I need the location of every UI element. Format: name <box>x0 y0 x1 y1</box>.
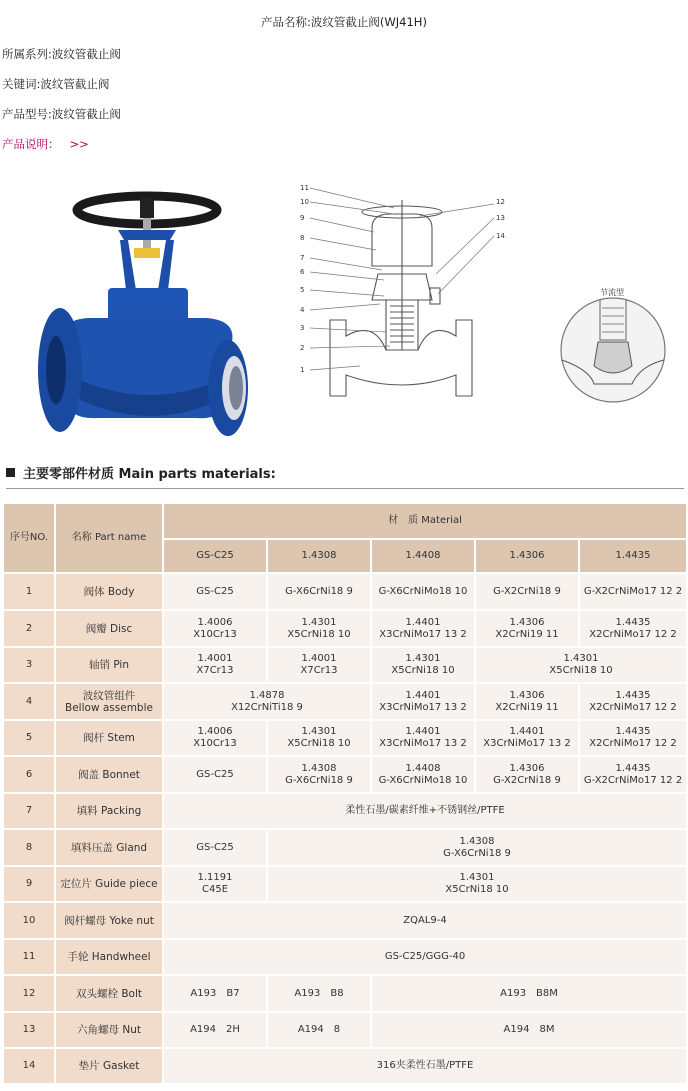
material-value: GS-C25/GGG-40 <box>384 951 466 962</box>
material-value: G-X6CrNiMo18 10 <box>378 585 468 597</box>
row-number: 6 <box>3 756 55 793</box>
material-cell <box>475 720 579 756</box>
material-value: 1.4435 <box>615 689 651 701</box>
row-number: 4 <box>3 683 55 720</box>
part-name-text: 手轮 Handwheel <box>67 951 151 963</box>
svg-text:12: 12 <box>496 198 505 206</box>
header-no: 序号NO. <box>3 503 55 573</box>
row-number: 1 <box>3 573 55 610</box>
material-value: X12CrNiTi18 9 <box>231 701 303 713</box>
material-cell <box>579 610 687 647</box>
material-value: X2CrNi19 11 <box>495 628 559 640</box>
svg-text:13: 13 <box>496 214 505 222</box>
table-row <box>3 1048 687 1084</box>
part-name-text: 阀杆螺母 Yoke nut <box>64 914 154 927</box>
grade-gs-c25: GS-C25 <box>163 539 267 573</box>
material-cell <box>267 573 371 610</box>
row-number: 12 <box>3 975 55 1012</box>
material-cell <box>267 975 371 1012</box>
row-number: 11 <box>3 939 55 975</box>
part-name <box>55 793 163 829</box>
material-value: X10Cr13 <box>193 628 237 640</box>
row-number: 5 <box>3 720 55 756</box>
part-name <box>55 866 163 902</box>
material-value: 1.4308 <box>459 835 495 847</box>
material-value: 1.4001 <box>301 653 337 664</box>
table-row <box>3 939 687 975</box>
material-value: 1.4306 <box>509 762 545 774</box>
material-value: 1.4878 <box>249 689 285 701</box>
materials-table <box>2 502 688 1085</box>
material-value: 1.4435 <box>615 616 651 628</box>
header-part-name: 名称 Part name <box>55 503 163 573</box>
table-row <box>3 975 687 1012</box>
material-value: A194 8 <box>297 1024 341 1035</box>
part-name <box>55 720 163 756</box>
material-cell <box>267 720 371 756</box>
grade-1-4308: 1.4308 <box>267 539 371 573</box>
material-cell <box>475 756 579 793</box>
material-cell <box>163 793 687 829</box>
material-value: G-X6CrNi18 9 <box>443 847 511 859</box>
material-value: 1.4401 <box>405 616 441 628</box>
part-name-text: 双头螺栓 Bolt <box>76 987 142 1000</box>
part-name <box>55 1048 163 1084</box>
material-value: G-X2CrNiMo17 12 2 <box>583 774 683 786</box>
material-value: G-X2CrNi18 9 <box>493 585 561 597</box>
material-value: A193 B7 <box>190 987 240 999</box>
material-value: X5CrNi18 10 <box>287 628 351 640</box>
material-cell <box>163 756 267 793</box>
material-cell <box>163 866 267 902</box>
material-value: X5CrNi18 10 <box>391 665 455 676</box>
material-value: X3CrNiMo17 13 2 <box>379 738 467 749</box>
sectional-drawing <box>300 184 505 396</box>
material-value: X3CrNiMo17 13 2 <box>379 628 467 640</box>
material-value: 1.4006 <box>197 616 233 628</box>
material-cell <box>163 975 267 1012</box>
part-name <box>55 829 163 866</box>
part-name-text: 阀杆 Stem <box>83 732 135 744</box>
part-name-text: 阀盖 Bonnet <box>78 768 140 781</box>
part-name-text: 阀体 Body <box>83 585 135 598</box>
table-header-row <box>3 503 687 539</box>
section-title-text: 主要零部件材质 Main parts materials: <box>23 467 276 482</box>
material-cell <box>267 610 371 647</box>
material-value: A194 8M <box>503 1024 555 1035</box>
part-name-text: 阀瓣 Disc <box>85 622 133 635</box>
svg-text:9: 9 <box>300 214 305 222</box>
svg-text:3: 3 <box>300 324 305 332</box>
material-value: X7Cr13 <box>300 665 338 676</box>
svg-text:14: 14 <box>496 232 505 240</box>
row-number: 10 <box>3 902 55 939</box>
material-value: 316夹柔性石墨/PTFE <box>376 1060 474 1071</box>
part-name-text: 填料压盖 Gland <box>70 841 148 854</box>
part-name <box>55 939 163 975</box>
material-value: A194 2H <box>190 1024 240 1035</box>
material-value: GS-C25 <box>196 585 234 597</box>
material-cell <box>579 756 687 793</box>
svg-text:11: 11 <box>300 184 309 192</box>
part-name <box>55 756 163 793</box>
material-cell <box>267 829 687 866</box>
material-value: A193 B8 <box>294 987 344 999</box>
material-value: G-X6CrNi18 9 <box>285 774 353 786</box>
part-name <box>55 902 163 939</box>
material-value: 1.4408 <box>405 762 441 774</box>
material-cell <box>371 610 475 647</box>
section-divider <box>6 488 684 489</box>
material-value: 柔性石墨/碳素纤维+不锈钢丝/PTFE <box>345 805 505 816</box>
material-value: 1.4401 <box>405 726 441 737</box>
material-value: G-X2CrNi18 9 <box>493 774 561 786</box>
svg-text:8: 8 <box>300 234 305 242</box>
part-name-text: 定位片 Guide piece <box>60 878 158 890</box>
material-value: ZQAL9-4 <box>403 914 447 926</box>
material-value: A193 B8M <box>500 987 558 999</box>
table-row <box>3 610 687 647</box>
part-name-text: 波纹管组件 <box>82 689 136 702</box>
material-cell <box>371 1012 687 1048</box>
part-name-text: 六角螺母 Nut <box>77 1024 141 1036</box>
material-cell <box>163 720 267 756</box>
row-number: 13 <box>3 1012 55 1048</box>
material-value: 1.4301 <box>405 653 441 664</box>
material-value: 1.4435 <box>615 762 651 774</box>
material-value: 1.1191 <box>197 872 233 883</box>
square-bullet-icon <box>6 468 15 477</box>
material-value: X3CrNiMo17 13 2 <box>483 738 571 749</box>
table-row <box>3 647 687 683</box>
page-title: 产品名称:波纹管截止阀(WJ41H) <box>261 15 427 29</box>
part-name <box>55 573 163 610</box>
material-cell <box>579 720 687 756</box>
material-value: X2CrNiMo17 12 2 <box>589 701 677 713</box>
material-cell <box>267 756 371 793</box>
table-row <box>3 793 687 829</box>
product-keywords: 关键词:波纹管截止阀 <box>2 77 110 91</box>
table-row <box>3 902 687 939</box>
grade-1-4408: 1.4408 <box>371 539 475 573</box>
material-cell <box>267 647 371 683</box>
material-value: 1.4306 <box>509 616 545 628</box>
material-cell <box>163 683 371 720</box>
throttle-detail <box>561 287 665 402</box>
material-value: X10Cr13 <box>193 738 237 749</box>
material-value: G-X6CrNi18 9 <box>285 585 353 597</box>
row-number: 2 <box>3 610 55 647</box>
table-row <box>3 1012 687 1048</box>
material-cell <box>163 1048 687 1084</box>
material-cell <box>163 939 687 975</box>
material-value: X5CrNi18 10 <box>287 738 351 749</box>
description-label: 产品说明： <box>2 137 60 151</box>
row-number: 9 <box>3 866 55 902</box>
material-value: X7Cr13 <box>196 665 234 676</box>
detail-label: 节流型 <box>600 288 624 297</box>
svg-text:1: 1 <box>300 366 305 374</box>
valve-photo <box>38 196 248 436</box>
material-value: X3CrNiMo17 13 2 <box>379 701 467 713</box>
svg-text:7: 7 <box>300 254 305 262</box>
material-value: 1.4001 <box>197 653 233 664</box>
part-name <box>55 610 163 647</box>
material-value: C45E <box>201 884 229 895</box>
material-value: 1.4401 <box>509 726 545 737</box>
material-value: 1.4301 <box>459 872 495 883</box>
grade-1-4435: 1.4435 <box>579 539 687 573</box>
svg-text:10: 10 <box>300 198 309 206</box>
material-cell <box>163 902 687 939</box>
row-number: 14 <box>3 1048 55 1084</box>
header-material: 材 质 Material <box>163 503 687 539</box>
material-value: 1.4301 <box>301 726 337 737</box>
material-value: GS-C25 <box>196 768 234 780</box>
svg-text:6: 6 <box>300 268 305 276</box>
material-value: X2CrNiMo17 12 2 <box>589 628 677 640</box>
row-number: 7 <box>3 793 55 829</box>
material-cell <box>371 683 475 720</box>
row-number: 3 <box>3 647 55 683</box>
svg-text:4: 4 <box>300 306 305 314</box>
svg-text:5: 5 <box>300 286 305 294</box>
material-cell <box>475 573 579 610</box>
material-value: G-X2CrNiMo17 12 2 <box>583 585 683 597</box>
material-cell <box>163 829 267 866</box>
material-cell <box>163 573 267 610</box>
material-cell <box>371 647 475 683</box>
part-name-text: 垫片 Gasket <box>78 1060 140 1072</box>
table-row <box>3 573 687 610</box>
material-cell <box>371 720 475 756</box>
part-name-text: 轴销 Pin <box>88 659 129 671</box>
part-name <box>55 647 163 683</box>
material-value: 1.4308 <box>301 762 337 774</box>
material-cell <box>163 610 267 647</box>
material-cell <box>267 1012 371 1048</box>
material-value: 1.4301 <box>563 653 599 664</box>
product-description-link[interactable] <box>2 136 89 152</box>
material-cell <box>371 573 475 610</box>
material-value: X2CrNi19 11 <box>495 701 559 713</box>
grade-1-4306: 1.4306 <box>475 539 579 573</box>
row-number: 8 <box>3 829 55 866</box>
table-row <box>3 720 687 756</box>
material-value: X2CrNiMo17 12 2 <box>589 738 677 749</box>
material-cell <box>163 647 267 683</box>
material-cell <box>475 683 579 720</box>
material-cell <box>475 647 687 683</box>
material-cell <box>579 683 687 720</box>
product-images <box>0 170 688 450</box>
material-value: 1.4306 <box>509 689 545 701</box>
table-row <box>3 683 687 720</box>
material-cell <box>163 1012 267 1048</box>
double-chevron-right-icon: >> <box>69 137 89 151</box>
material-value: X5CrNi18 10 <box>445 884 509 895</box>
part-name-text: 填料 Packing <box>76 805 142 817</box>
table-row <box>3 866 687 902</box>
material-value: 1.4401 <box>405 689 441 701</box>
table-row <box>3 829 687 866</box>
product-series: 所属系列:波纹管截止阀 <box>2 47 121 61</box>
part-name <box>55 1012 163 1048</box>
material-value: 1.4301 <box>301 616 337 628</box>
material-cell <box>267 866 687 902</box>
product-model: 产品型号:波纹管截止阀 <box>2 107 121 121</box>
material-value: GS-C25 <box>196 841 234 853</box>
material-cell <box>371 975 687 1012</box>
table-row <box>3 756 687 793</box>
material-cell <box>371 756 475 793</box>
material-cell <box>475 610 579 647</box>
material-value: X5CrNi18 10 <box>549 665 613 676</box>
section-title <box>6 463 276 482</box>
part-name <box>55 975 163 1012</box>
part-name <box>55 683 163 720</box>
material-value: 1.4006 <box>197 726 233 737</box>
material-value: 1.4435 <box>615 726 651 737</box>
svg-text:2: 2 <box>300 344 305 352</box>
material-value: G-X6CrNiMo18 10 <box>378 774 468 786</box>
part-name-english: Bellow assemble <box>65 701 153 714</box>
material-cell <box>579 573 687 610</box>
